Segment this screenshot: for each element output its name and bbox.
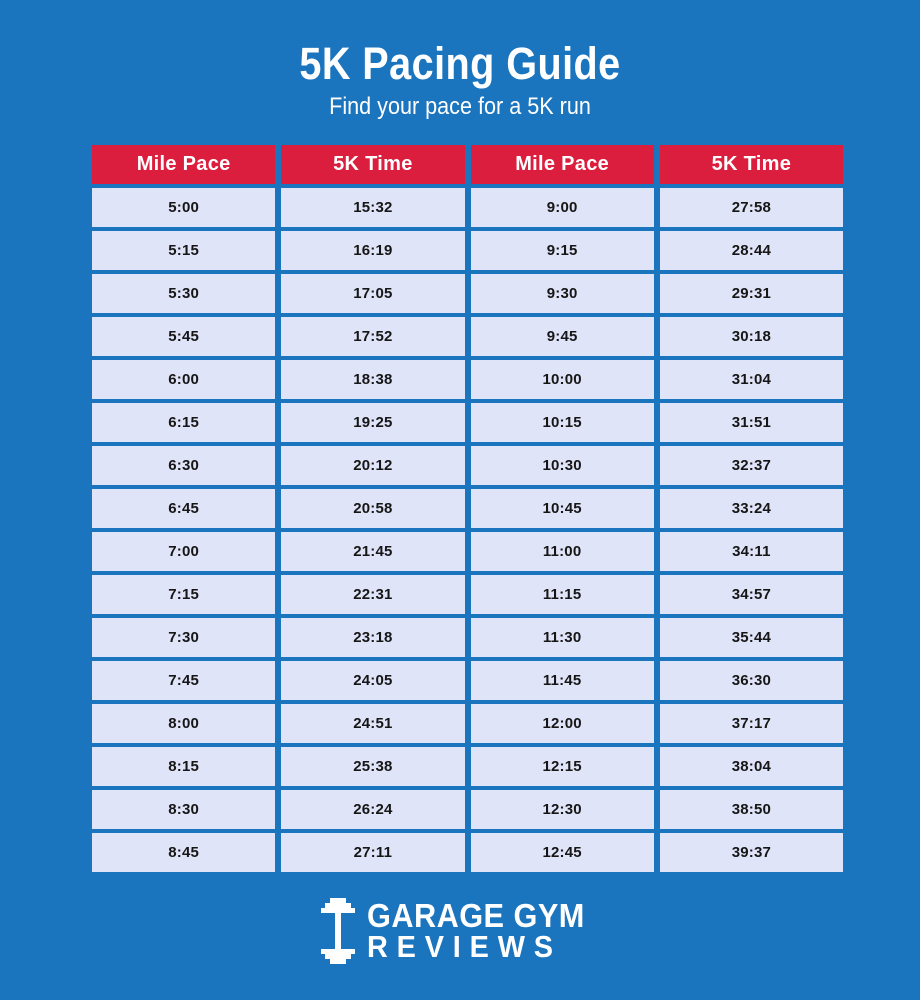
- table-cell: 9:15: [471, 231, 654, 270]
- table-cell: 20:12: [281, 446, 464, 485]
- table-row: [92, 274, 843, 313]
- table-cell: 15:32: [281, 188, 464, 227]
- table-cell: 36:30: [660, 661, 843, 700]
- table-cell: 9:30: [471, 274, 654, 313]
- table-row: [92, 575, 843, 614]
- table-cell: 11:15: [471, 575, 654, 614]
- table-cell: 21:45: [281, 532, 464, 571]
- table-cell: 30:18: [660, 317, 843, 356]
- table-row: [92, 833, 843, 872]
- table-cell: 6:00: [92, 360, 275, 399]
- table-cell: 8:30: [92, 790, 275, 829]
- table-cell: 23:18: [281, 618, 464, 657]
- table-cell: 7:45: [92, 661, 275, 700]
- table-row: [92, 704, 843, 743]
- table-row: [92, 317, 843, 356]
- table-cell: 17:05: [281, 274, 464, 313]
- column-header-mile-pace-right: Mile Pace: [471, 145, 654, 184]
- table-cell: 7:00: [92, 532, 275, 571]
- table-cell: 11:30: [471, 618, 654, 657]
- table-row: [92, 403, 843, 442]
- table-cell: 37:17: [660, 704, 843, 743]
- table-cell: 24:05: [281, 661, 464, 700]
- table-cell: 16:19: [281, 231, 464, 270]
- table-row: [92, 747, 843, 786]
- table-cell: 32:37: [660, 446, 843, 485]
- pacing-table: [86, 141, 849, 876]
- table-row: [92, 618, 843, 657]
- table-cell: 12:15: [471, 747, 654, 786]
- table-cell: 34:11: [660, 532, 843, 571]
- table-cell: 10:15: [471, 403, 654, 442]
- table-cell: 35:44: [660, 618, 843, 657]
- table-row: [92, 360, 843, 399]
- column-header-5k-time-left: 5K Time: [281, 145, 464, 184]
- table-cell: 18:38: [281, 360, 464, 399]
- table-cell: 7:30: [92, 618, 275, 657]
- pacing-table-wrapper: [92, 145, 855, 872]
- page-title: 5K Pacing Guide: [299, 38, 621, 89]
- table-cell: 6:15: [92, 403, 275, 442]
- column-header-5k-time-right: 5K Time: [660, 145, 843, 184]
- table-cell: 9:45: [471, 317, 654, 356]
- table-cell: 5:15: [92, 231, 275, 270]
- table-cell: 8:00: [92, 704, 275, 743]
- table-cell: 39:37: [660, 833, 843, 872]
- table-cell: 12:30: [471, 790, 654, 829]
- table-row: [92, 790, 843, 829]
- table-row: [92, 489, 843, 528]
- table-cell: 6:30: [92, 446, 275, 485]
- table-cell: 38:04: [660, 747, 843, 786]
- table-cell: 11:45: [471, 661, 654, 700]
- table-cell: 11:00: [471, 532, 654, 571]
- page-subtitle: Find your pace for a 5K run: [329, 93, 591, 120]
- brand-logo: [319, 898, 601, 964]
- table-row: [92, 532, 843, 571]
- table-row: [92, 231, 843, 270]
- table-cell: 20:58: [281, 489, 464, 528]
- table-cell: 10:30: [471, 446, 654, 485]
- table-body: [92, 188, 843, 872]
- table-cell: 17:52: [281, 317, 464, 356]
- table-cell: 26:24: [281, 790, 464, 829]
- table-cell: 6:45: [92, 489, 275, 528]
- table-cell: 24:51: [281, 704, 464, 743]
- table-cell: 5:45: [92, 317, 275, 356]
- table-cell: 33:24: [660, 489, 843, 528]
- table-row: [92, 188, 843, 227]
- table-cell: 19:25: [281, 403, 464, 442]
- table-cell: 27:11: [281, 833, 464, 872]
- table-row: [92, 446, 843, 485]
- table-cell: 10:00: [471, 360, 654, 399]
- table-cell: 25:38: [281, 747, 464, 786]
- table-cell: 31:04: [660, 360, 843, 399]
- table-cell: 10:45: [471, 489, 654, 528]
- table-cell: 12:45: [471, 833, 654, 872]
- table-cell: 29:31: [660, 274, 843, 313]
- footer: [0, 898, 920, 964]
- table-row: [92, 661, 843, 700]
- table-header-row: [92, 145, 843, 184]
- brand-logo-text: [366, 896, 601, 964]
- table-cell: 8:45: [92, 833, 275, 872]
- table-cell: 7:15: [92, 575, 275, 614]
- table-cell: 22:31: [281, 575, 464, 614]
- table-cell: 8:15: [92, 747, 275, 786]
- table-cell: 27:58: [660, 188, 843, 227]
- table-cell: 34:57: [660, 575, 843, 614]
- table-cell: 31:51: [660, 403, 843, 442]
- table-cell: 5:30: [92, 274, 275, 313]
- table-cell: 28:44: [660, 231, 843, 270]
- table-cell: 12:00: [471, 704, 654, 743]
- table-cell: 5:00: [92, 188, 275, 227]
- table-cell: 9:00: [471, 188, 654, 227]
- brand-logo-line-1: GARAGE GYM: [366, 896, 585, 934]
- table-head: [92, 145, 843, 184]
- column-header-mile-pace-left: Mile Pace: [92, 145, 275, 184]
- table-cell: 38:50: [660, 790, 843, 829]
- barbell-icon: [319, 898, 357, 964]
- header: [0, 0, 920, 122]
- brand-logo-line-2: REVIEWS: [366, 928, 562, 964]
